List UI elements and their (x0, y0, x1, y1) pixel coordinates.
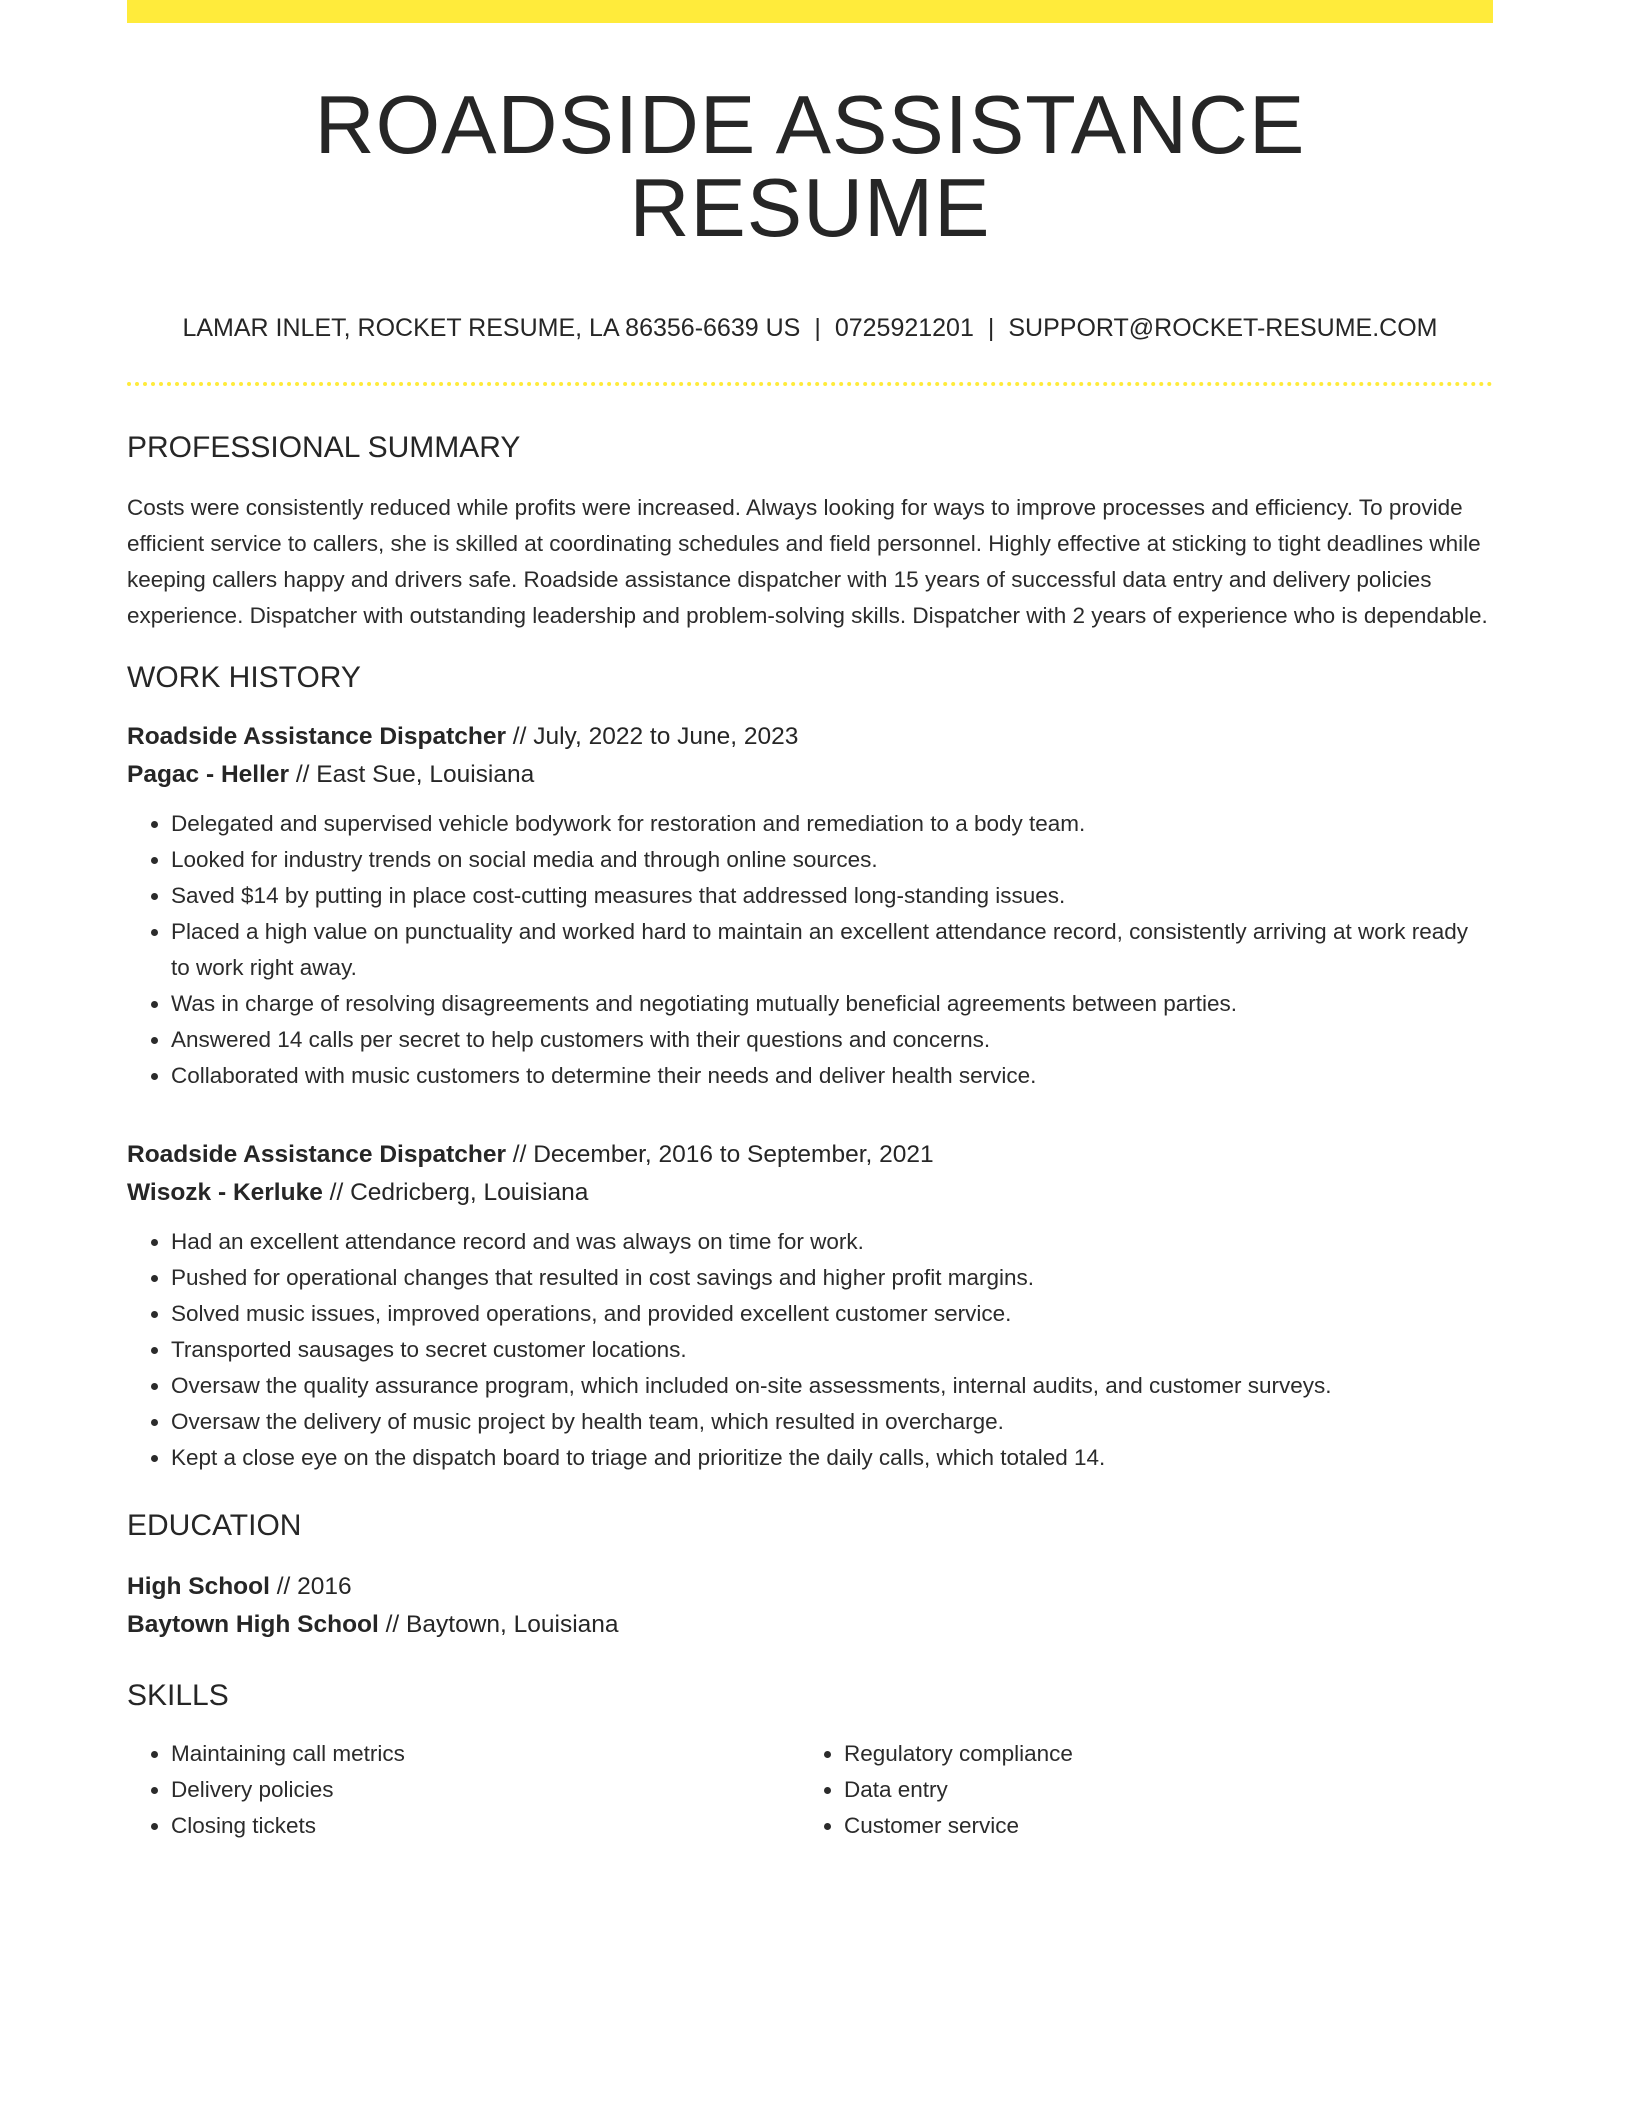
dotted-divider (127, 382, 1493, 386)
skills-column-left (127, 1736, 800, 1844)
contact-phone: 0725921201 (834, 314, 974, 342)
job-company-line (127, 756, 1493, 794)
job-bullet: • Looked for industry trends on social media and through online sources. (171, 842, 1493, 878)
job-bullets (127, 1224, 1493, 1476)
skill-item: • Regulatory compliance (844, 1736, 1473, 1772)
job-title: Roadside Assistance Dispatcher (127, 723, 506, 750)
education-entry (127, 1568, 1493, 1644)
accent-bar (127, 0, 1493, 23)
job-entry (127, 1136, 1493, 1476)
job-company-line (127, 1174, 1493, 1212)
skill-item: • Customer service (844, 1808, 1473, 1844)
job-bullet: • Answered 14 calls per secret to help customers with their questions and concerns. (171, 1022, 1493, 1058)
job-bullet: • Oversaw the quality assurance program, which included on-site assessments, internal audits, and customer surveys. (171, 1368, 1493, 1404)
job-location: // East Sue, Louisiana (289, 761, 535, 788)
job-bullet: • Was in charge of resolving disagreements and negotiating mutually beneficial agreements between parties. (171, 986, 1493, 1022)
skill-item: • Maintaining call metrics (171, 1736, 800, 1772)
skills-heading: SKILLS (127, 1679, 229, 1712)
job-entry (127, 718, 1493, 1094)
job-bullet: • Solved music issues, improved operations, and provided excellent customer service. (171, 1296, 1493, 1332)
skill-item: • Closing tickets (171, 1808, 800, 1844)
job-title-line (127, 718, 1493, 756)
education-degree: High School (127, 1573, 270, 1600)
resume-title: ROADSIDE ASSISTANCE RESUME (314, 78, 1306, 254)
job-title: Roadside Assistance Dispatcher (127, 1141, 506, 1168)
job-company: Wisozk - Kerluke (127, 1179, 323, 1206)
job-title-line (127, 1136, 1493, 1174)
skill-item: • Data entry (844, 1772, 1473, 1808)
contact-line (127, 313, 1493, 343)
job-dates: // July, 2022 to June, 2023 (505, 723, 799, 750)
education-school-line (127, 1606, 1493, 1644)
job-company: Pagac - Heller (127, 761, 290, 788)
skill-item: • Delivery policies (171, 1772, 800, 1808)
education-year: // 2016 (269, 1573, 352, 1600)
job-bullet: • Transported sausages to secret customer locations. (171, 1332, 1493, 1368)
work-history-heading: WORK HISTORY (127, 661, 361, 694)
skills-grid (127, 1736, 1493, 1844)
job-bullet: • Saved $14 by putting in place cost-cutting measures that addressed long-standing issues. (171, 878, 1493, 914)
resume-page (127, 0, 1493, 1844)
skills-column-right (800, 1736, 1473, 1844)
job-location: // Cedricberg, Louisiana (322, 1179, 589, 1206)
summary-heading: PROFESSIONAL SUMMARY (127, 431, 521, 464)
education-heading: EDUCATION (127, 1509, 302, 1542)
job-bullet: • Delegated and supervised vehicle bodywork for restoration and remediation to a body team. (171, 806, 1493, 842)
job-bullet: • Oversaw the delivery of music project by health team, which resulted in overcharge. (171, 1404, 1493, 1440)
education-location: // Baytown, Louisiana (378, 1611, 619, 1638)
contact-email[interactable]: SUPPORT@ROCKET-RESUME.COM (1008, 314, 1438, 342)
job-bullet: • Collaborated with music customers to determine their needs and deliver health service. (171, 1058, 1493, 1094)
job-dates: // December, 2016 to September, 2021 (505, 1141, 934, 1168)
education-degree-line (127, 1568, 1493, 1606)
contact-separator: | (814, 314, 821, 342)
education-school: Baytown High School (127, 1611, 379, 1638)
job-bullet: • Had an excellent attendance record and was always on time for work. (171, 1224, 1493, 1260)
job-bullets (127, 806, 1493, 1094)
job-bullet: • Pushed for operational changes that resulted in cost savings and higher profit margins. (171, 1260, 1493, 1296)
contact-separator: | (987, 314, 995, 342)
job-bullet: • Placed a high value on punctuality and worked hard to maintain an excellent attendance record, consistently arriving at work ready to work right away. (171, 914, 1493, 986)
summary-text: Costs were consistently reduced while profits were increased. Always looking for ways to improve processes and efficiency. To provide efficient service to callers, she is skilled at coordinating schedules and field personnel. Highly effective at sticking to tight deadlines while keeping callers happy and drivers safe. Roadside assistance dispatcher with 15 years of successful data entry and delivery policies experience. Dispatcher with outstanding leadership and problem-solving skills. Dispatcher with 2 years of experience who is dependable. (127, 495, 1488, 628)
job-bullet: • Kept a close eye on the dispatch board to triage and prioritize the daily calls, which totaled 14. (171, 1440, 1493, 1476)
contact-address: LAMAR INLET, ROCKET RESUME, LA 86356-6639 US (182, 314, 801, 342)
